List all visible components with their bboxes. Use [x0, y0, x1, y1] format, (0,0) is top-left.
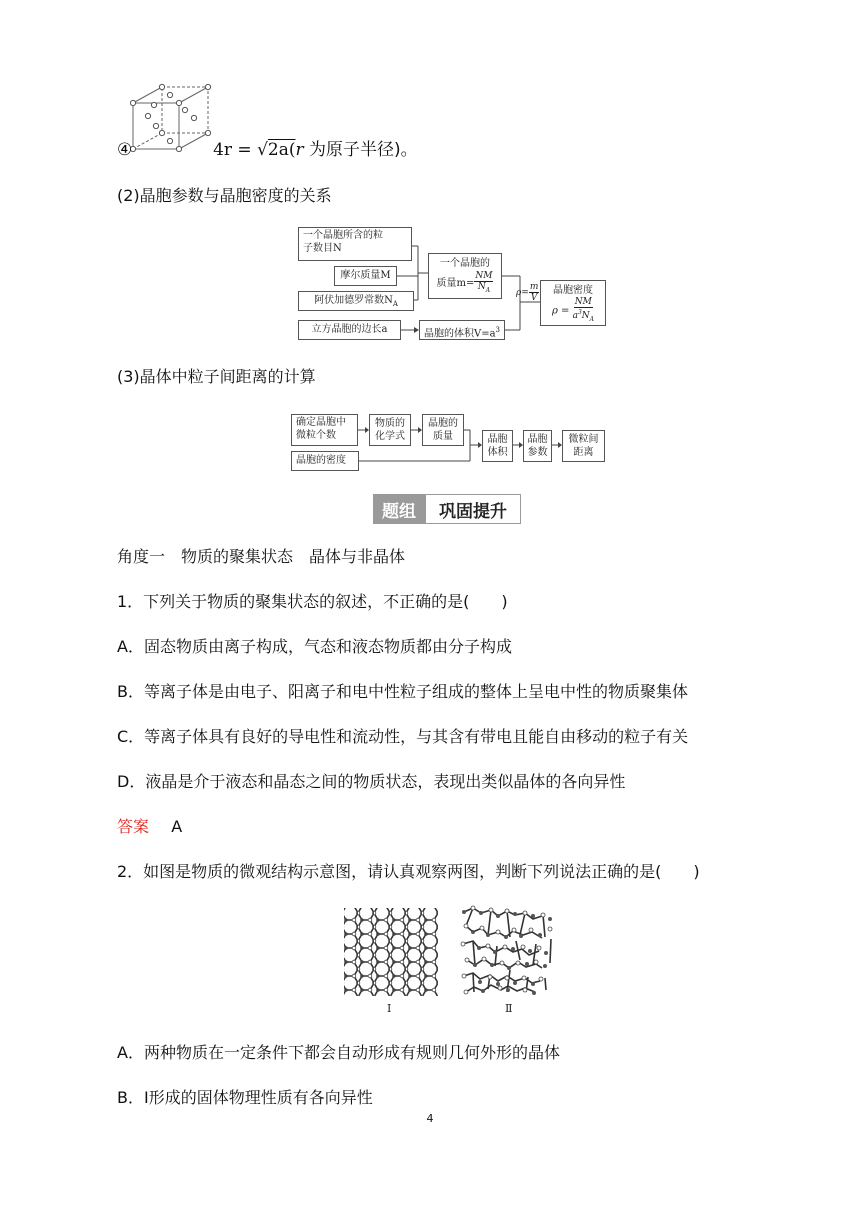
question-1-option-d: D．液晶是介于液态和晶态之间的物质状态，表现出类似晶体的各向异性	[117, 772, 626, 791]
box-chemical-formula-line1: 物质的	[375, 418, 405, 429]
box-cell-density-den-sub: A	[589, 315, 595, 323]
answer-label: 答案	[117, 817, 150, 836]
formula-note: 为原子半径)。	[303, 140, 418, 160]
formula-rhs: 2a(	[267, 140, 296, 160]
box-cell-mass-2	[422, 414, 464, 446]
box-cell-density-line1: 晶胞密度	[553, 285, 593, 296]
box-cell-mass-num: NM	[475, 271, 493, 281]
box-cell-volume-2-line2: 体积	[487, 447, 508, 458]
box-particle-distance-line1: 微粒间	[568, 434, 599, 445]
box-molar-mass: 摩尔质量M	[334, 266, 397, 286]
box-particle-distance-line2: 距离	[573, 447, 594, 458]
box-cell-density-den: a	[572, 311, 578, 321]
answer-value: A	[171, 817, 183, 836]
question-2-option-a: A．两种物质在一定条件下都会自动形成有规则几何外形的晶体	[117, 1043, 560, 1062]
box-cell-density-den-tail: N	[581, 311, 590, 321]
circled-number-4: ④	[117, 140, 133, 160]
banner-label-group: 题组	[373, 494, 425, 524]
box-particle-count-line1: 一个晶胞所含的粒	[303, 230, 383, 241]
box-cell-mass-2-line2: 质量	[433, 431, 453, 442]
box-cell-mass-2-line1: 晶胞的	[428, 418, 458, 429]
rho-label-prefix: ρ=	[516, 288, 529, 298]
question-1-answer	[117, 816, 182, 838]
box-cell-volume-2	[482, 430, 513, 462]
rho-label-den: V	[530, 293, 538, 303]
box-cell-parameter	[523, 430, 552, 462]
box-cell-mass-den-sub: A	[485, 286, 491, 294]
box-determine-count	[291, 414, 358, 446]
formula-lhs: 4r =	[213, 140, 258, 160]
box-cell-density-prefix: ρ =	[551, 305, 570, 317]
question-2-stem: 2．如图是物质的微观结构示意图，请认真观察两图，判断下列说法正确的是( )	[117, 862, 700, 881]
section-3-heading: (3)晶体中粒子间距离的计算	[117, 367, 316, 386]
rho-label-num: m	[529, 282, 539, 292]
box-cell-parameter-line1: 晶胞	[527, 434, 548, 445]
box-particle-count-line2: 子数目N	[303, 243, 342, 254]
box-cell-mass-den: N	[477, 282, 486, 292]
box-cell-density-den-sup: 3	[577, 309, 582, 316]
box-cell-parameter-line2: 参数	[527, 447, 548, 458]
sqrt-sign: √	[257, 140, 268, 160]
box-cell-density-num: NM	[574, 297, 592, 307]
angle-1-heading: 角度一 物质的聚集状态 晶体与非晶体	[117, 547, 406, 566]
box-chemical-formula	[369, 414, 411, 446]
crystal-structure-figure-ii	[460, 904, 556, 998]
question-1-option-b: B．等离子体是由电子、阳离子和电中性粒子组成的整体上呈电中性的物质聚集体	[117, 682, 688, 701]
crystal-structure-figure-i	[342, 906, 440, 998]
question-1-option-c: C．等离子体具有良好的导电性和流动性，与其含有带电且能自由移动的粒子有关	[117, 727, 689, 746]
box-cell-volume-sup: 3	[495, 326, 501, 334]
figure-ii-label: Ⅱ	[505, 1002, 513, 1015]
box-determine-count-line2: 微粒个数	[296, 430, 336, 441]
formula-r: r	[295, 140, 304, 160]
box-avogadro-sub: A	[392, 300, 398, 308]
box-cell-volume-text: 晶胞的体积V=a	[423, 328, 496, 340]
banner-label-consolidate: 巩固提升	[425, 494, 521, 524]
box-chemical-formula-line2: 化学式	[375, 431, 405, 442]
box-particle-distance	[562, 430, 605, 462]
figure-i-label: Ⅰ	[387, 1002, 392, 1015]
box-cell-mass-prefix: 质量m=	[436, 277, 475, 289]
page-number: 4	[426, 1112, 434, 1125]
box-avogadro-text: 阿伏加德罗常数N	[314, 295, 393, 306]
question-1-option-a: A．固态物质由离子构成，气态和液态物质都由分子构成	[117, 637, 512, 656]
box-cell-density-2: 晶胞的密度	[291, 451, 359, 471]
box-cell-volume-2-line1: 晶胞	[487, 434, 508, 445]
box-determine-count-line1: 确定晶胞中	[296, 417, 346, 428]
question-1-stem: 1．下列关于物质的聚集状态的叙述，不正确的是( )	[117, 592, 508, 611]
box-cell-mass-line1: 一个晶胞的	[440, 258, 490, 269]
box-edge-length: 立方晶胞的边长a	[298, 320, 401, 340]
question-2-option-b: B．Ⅰ形成的固体物理性质有各向异性	[117, 1088, 373, 1107]
section-2-heading: (2)晶胞参数与晶胞密度的关系	[117, 186, 332, 205]
